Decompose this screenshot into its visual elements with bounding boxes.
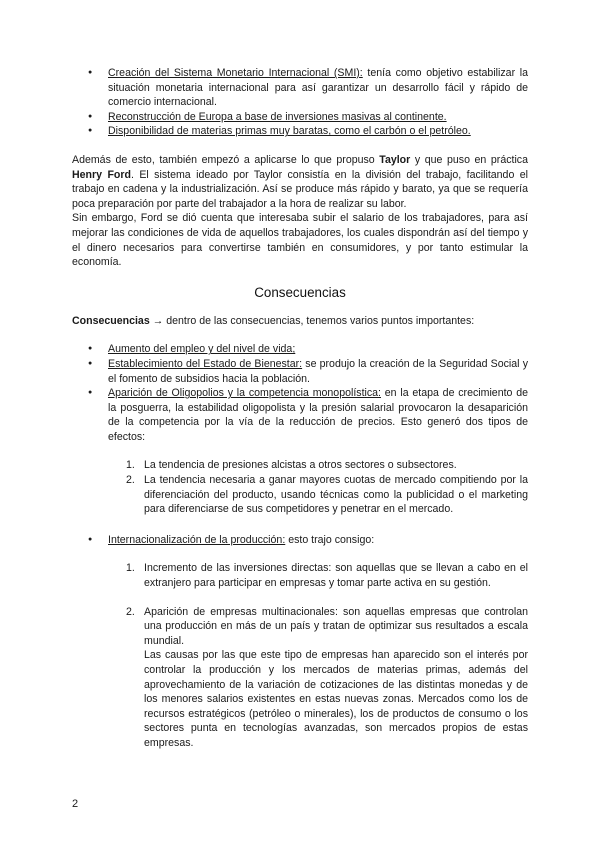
consequences-list (72, 342, 528, 444)
bullet-title: Aumento del empleo y del nivel de vida; (108, 343, 296, 356)
ford-name: Henry Ford (72, 168, 131, 181)
internationalization-items (72, 561, 528, 750)
internationalization-list (72, 533, 528, 548)
item-extra-text: Las causas por las que este tipo de empresas han aparecido son el interés por controlar la producción y los mercados de materias primas, además del aprovechamiento de la variación de cotizaciones de las distintas monedas y de los menores salarios existentes en estas nuevas zonas. Mercados como los de recursos estratégicos (petróleo o minerales), los de productos de consumo o los sectores punta en tecnologías avanzadas, son mercados propios de estas empresas. (144, 649, 528, 749)
bullet-title: Creación del Sistema Monetario Internacional (SMI): (108, 67, 363, 79)
item-number: 1. (126, 459, 135, 472)
intro-bold: Consecuencias (72, 314, 150, 327)
effects-list (72, 458, 528, 516)
item-number: 2. (126, 474, 135, 487)
top-bullet-list (72, 66, 528, 139)
list-item (72, 124, 528, 139)
bullet-title: Aparición de Oligopolios y la competencia monopolística: (108, 387, 381, 400)
section-heading: Consecuencias (254, 284, 346, 300)
taylor-name: Taylor (379, 153, 411, 166)
list-item (72, 561, 528, 590)
page-number: 2 (72, 798, 79, 810)
bullet-text: en la etapa de crecimiento de la posguerra, la estabilidad oligopolista y la presión salarial provocaron la desaparición de la competencia por la vía de la reducción de precios. Esto generó dos tipos de efectos: (108, 387, 528, 443)
list-item (72, 66, 528, 110)
intro-text: → dentro de las consecuencias, tenemos varios puntos importantes: (149, 314, 475, 327)
list-item (72, 110, 528, 125)
list-item (72, 605, 528, 751)
bullet-title: Disponibilidad de materias primas muy baratas, como el carbón o el petróleo. (108, 125, 471, 138)
text-span: Además de esto, también empezó a aplicarse lo que propuso (72, 153, 380, 166)
paragraph-ford-salary: Sin embargo, Ford se dió cuenta que interesaba subir el salario de los trabajadores, para así mejorar las condiciones de vida de aquellos trabajadores, los cuales dispondrán así del tiempo y el dinero necesarios para convertirse también en consumidores, y por tanto estimular la economía. (72, 212, 528, 269)
list-item (72, 533, 528, 548)
paragraph-taylor-ford (72, 153, 528, 211)
consequences-intro (72, 314, 528, 329)
bullet-text: tenía como objetivo estabilizar la situación monetaria internacional para así garantizar un desarrollo fácil y rápido de comercio internacional. (108, 67, 529, 109)
bullet-text: se produjo la creación de la Seguridad Social y el fomento de subsidios hacia la población. (108, 357, 528, 385)
bullet-title: Internacionalización de la producción: (108, 533, 286, 546)
list-item (72, 386, 528, 444)
list-item (72, 473, 528, 517)
text-span: . El sistema ideado por Taylor consistía en la división del trabajo, facilitando el trabajo en cadena y la industrialización. Así se produce más rápido y barato, ya que se requería poca preparación por parte del trabajador a la hora de realizar su labor. (72, 168, 528, 210)
page-content (72, 66, 528, 751)
item-number: 2. (126, 605, 135, 618)
item-text: Aparición de empresas multinacionales: son aquellas empresas que controlan una producción en más de un país y tratan de optimizar sus resultados a escala mundial. (144, 605, 528, 647)
bullet-text: esto trajo consigo: (285, 533, 375, 546)
text-span: y que puso en práctica (410, 153, 528, 166)
bullet-title: Reconstrucción de Europa a base de inversiones masivas al continente. (108, 110, 447, 123)
item-text: Incremento de las inversiones directas: son aquellas que se llevan a cabo en el extranjero para participar en empresas y tomar parte activa en su gestión. (144, 562, 528, 590)
bullet-title: Establecimiento del Estado de Bienestar: (108, 357, 303, 370)
item-text: La tendencia de presiones alcistas a otros sectores o subsectores. (144, 459, 457, 472)
list-item (72, 357, 528, 386)
item-text: La tendencia necesaria a ganar mayores cuotas de mercado compitiendo por la diferenciación del producto, usando técnicas como la publicidad o el marketing para diferenciarse de sus competidores y penetrar en el mercado. (144, 474, 528, 516)
list-item (72, 342, 528, 357)
list-item (72, 458, 528, 473)
item-number: 1. (126, 562, 135, 575)
